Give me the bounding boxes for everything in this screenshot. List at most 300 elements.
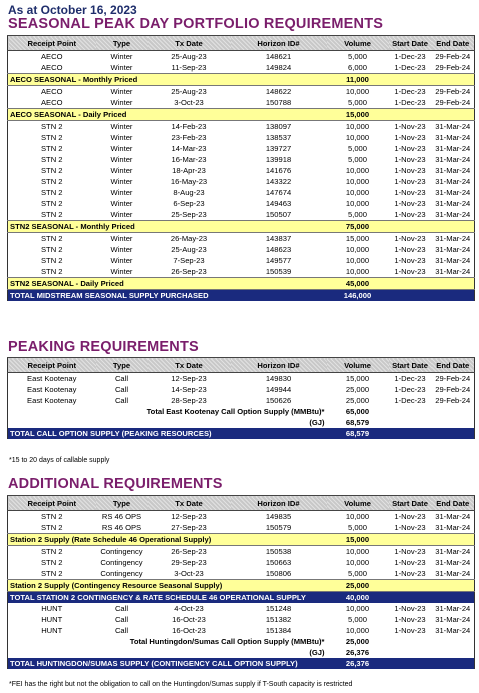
type-cell: Winter — [110, 98, 133, 107]
additional-title: ADDITIONAL REQUIREMENTS — [8, 476, 223, 492]
column-header: End Date — [432, 36, 475, 51]
horizon-id-cell: 149463 — [265, 199, 292, 208]
empty-cell — [432, 580, 475, 592]
total-label: TOTAL MIDSTREAM SEASONAL SUPPLY PURCHASED — [8, 290, 327, 302]
empty-cell — [389, 658, 432, 669]
total-volume: 68,579 — [327, 428, 389, 439]
start-date-cell: 1-Nov-23 — [394, 188, 426, 197]
type-cell: Contingency — [100, 547, 143, 556]
tx-date-cell: 16-May-23 — [170, 177, 208, 186]
type-cell: Call — [114, 626, 129, 635]
volume-cell: 10,000 — [345, 512, 370, 521]
table-row — [8, 546, 475, 558]
tx-date-cell: 28-Sep-23 — [171, 396, 207, 405]
table-row — [8, 51, 475, 63]
horizon-id-cell: 149577 — [265, 256, 292, 265]
subtotal-label: Station 2 Supply (Contingency Resource Seasonal Supply) — [8, 580, 327, 592]
end-date-cell: 31-Mar-24 — [435, 615, 471, 624]
end-date-cell: 31-Mar-24 — [435, 569, 471, 578]
table-row — [8, 384, 475, 395]
empty-cell — [432, 417, 475, 428]
horizon-id-cell: 149835 — [265, 512, 292, 521]
column-header: Volume — [327, 358, 389, 373]
tx-date-cell: 12-Sep-23 — [171, 512, 207, 521]
start-date-cell: 1-Dec-23 — [394, 98, 426, 107]
receipt-point-cell: STN 2 — [40, 245, 63, 254]
empty-cell — [432, 636, 475, 647]
column-header: Horizon ID# — [231, 358, 327, 373]
column-header: Start Date — [389, 496, 432, 511]
end-date-cell: 29-Feb-24 — [435, 396, 471, 405]
column-header-row — [8, 358, 475, 373]
receipt-point-cell: HUNT — [41, 626, 63, 635]
start-date-cell: 1-Nov-23 — [394, 523, 426, 532]
tx-date-cell: 7-Sep-23 — [173, 256, 205, 265]
start-date-cell: 1-Dec-23 — [394, 52, 426, 61]
horizon-id-cell: 138097 — [265, 122, 292, 131]
receipt-point-cell: STN 2 — [40, 122, 63, 131]
receipt-point-cell: STN 2 — [40, 558, 63, 567]
subtotal-label: Station 2 Supply (Rate Schedule 46 Operational Supply) — [8, 534, 327, 546]
type-cell: Winter — [110, 122, 133, 131]
type-cell: RS 46 OPS — [101, 512, 142, 521]
end-date-cell: 31-Mar-24 — [435, 210, 471, 219]
table-row — [8, 522, 475, 534]
gj-row — [8, 406, 475, 417]
total-row — [8, 428, 475, 439]
subtotal-volume: 45,000 — [327, 278, 389, 290]
table-row — [8, 97, 475, 109]
empty-cell — [389, 636, 432, 647]
start-date-cell: 1-Nov-23 — [394, 626, 426, 635]
start-date-cell: 1-Nov-23 — [394, 122, 426, 131]
start-date-cell: 1-Nov-23 — [394, 166, 426, 175]
column-header: Receipt Point — [8, 358, 96, 373]
total-volume: 26,376 — [327, 658, 389, 669]
receipt-point-cell: STN 2 — [40, 256, 63, 265]
receipt-point-cell: STN 2 — [40, 512, 63, 521]
start-date-cell: 1-Nov-23 — [394, 558, 426, 567]
tx-date-cell: 12-Sep-23 — [171, 374, 207, 383]
receipt-point-cell: AECO — [40, 87, 63, 96]
receipt-point-cell: STN 2 — [40, 199, 63, 208]
empty-cell — [432, 109, 475, 121]
table-row — [8, 255, 475, 266]
subtotal-label: STN2 SEASONAL - Monthly Priced — [8, 221, 327, 233]
table-row — [8, 132, 475, 143]
subtotal-label: (GJ) — [309, 418, 325, 427]
column-header-row — [8, 36, 475, 51]
receipt-point-cell: STN 2 — [40, 177, 63, 186]
start-date-cell: 1-Nov-23 — [394, 133, 426, 142]
empty-cell — [432, 406, 475, 417]
subtotal-row — [8, 109, 475, 121]
type-cell: Winter — [110, 234, 133, 243]
subtotal-volume: 65,000 — [345, 407, 370, 416]
empty-cell — [432, 658, 475, 669]
subtotal-row — [8, 534, 475, 546]
type-cell: Winter — [110, 87, 133, 96]
receipt-point-cell: HUNT — [41, 604, 63, 613]
table-row — [8, 614, 475, 625]
empty-cell — [432, 647, 475, 658]
column-header: Volume — [327, 496, 389, 511]
volume-cell: 10,000 — [345, 547, 370, 556]
horizon-id-cell: 151248 — [265, 604, 292, 613]
column-header: Tx Date — [148, 358, 231, 373]
empty-cell — [432, 221, 475, 233]
volume-cell: 25,000 — [345, 396, 370, 405]
tx-date-cell: 26-May-23 — [170, 234, 208, 243]
volume-cell: 15,000 — [345, 374, 370, 383]
start-date-cell: 1-Nov-23 — [394, 155, 426, 164]
additional-note: *FEI has the right but not the obligation to call on the Huntingdon/Sumas supply if T-South capacity is restricted — [9, 681, 353, 688]
start-date-cell: 1-Nov-23 — [394, 245, 426, 254]
type-cell: Winter — [110, 133, 133, 142]
horizon-id-cell: 149830 — [265, 374, 292, 383]
total-label: TOTAL CALL OPTION SUPPLY (PEAKING RESOURCES) — [8, 428, 327, 439]
end-date-cell: 31-Mar-24 — [435, 523, 471, 532]
volume-cell: 10,000 — [345, 626, 370, 635]
end-date-cell: 31-Mar-24 — [435, 512, 471, 521]
volume-cell: 10,000 — [345, 122, 370, 131]
subtotal-volume: 25,000 — [345, 637, 370, 646]
total-row — [8, 658, 475, 669]
end-date-cell: 31-Mar-24 — [435, 199, 471, 208]
seasonal-title: SEASONAL PEAK DAY PORTFOLIO REQUIREMENTS — [8, 16, 384, 32]
column-header: Horizon ID# — [231, 36, 327, 51]
receipt-point-cell: AECO — [40, 98, 63, 107]
horizon-id-cell: 149944 — [265, 385, 292, 394]
receipt-point-cell: STN 2 — [40, 210, 63, 219]
tx-date-cell: 18-Apr-23 — [172, 166, 206, 175]
end-date-cell: 31-Mar-24 — [435, 604, 471, 613]
start-date-cell: 1-Nov-23 — [394, 604, 426, 613]
column-header: Start Date — [389, 36, 432, 51]
table-row — [8, 395, 475, 406]
peaking-title: PEAKING REQUIREMENTS — [8, 339, 199, 355]
volume-cell: 5,000 — [347, 523, 367, 532]
tx-date-cell: 3-Oct-23 — [174, 569, 204, 578]
table-row — [8, 121, 475, 133]
end-date-cell: 29-Feb-24 — [435, 374, 471, 383]
subtotal-volume: 15,000 — [327, 534, 389, 546]
volume-cell: 10,000 — [345, 177, 370, 186]
end-date-cell: 31-Mar-24 — [435, 256, 471, 265]
receipt-point-cell: STN 2 — [40, 267, 63, 276]
subtotal-label: AECO SEASONAL - Monthly Priced — [8, 74, 327, 86]
start-date-cell: 1-Dec-23 — [394, 63, 426, 72]
start-date-cell: 1-Dec-23 — [394, 385, 426, 394]
total-row — [8, 290, 475, 302]
type-cell: Call — [114, 385, 129, 394]
tx-date-cell: 16-Oct-23 — [172, 626, 206, 635]
type-cell: Winter — [110, 245, 133, 254]
end-date-cell: 31-Mar-24 — [435, 144, 471, 153]
table-row — [8, 143, 475, 154]
tx-date-cell: 29-Sep-23 — [171, 558, 207, 567]
volume-cell: 10,000 — [345, 256, 370, 265]
table-row — [8, 154, 475, 165]
end-date-cell: 29-Feb-24 — [435, 52, 471, 61]
horizon-id-cell: 148623 — [265, 245, 292, 254]
column-header: Type — [96, 36, 148, 51]
empty-cell — [432, 74, 475, 86]
table-row — [8, 557, 475, 568]
volume-cell: 5,000 — [347, 98, 367, 107]
volume-cell: 15,000 — [345, 234, 370, 243]
column-header: Horizon ID# — [231, 496, 327, 511]
receipt-point-cell: AECO — [40, 63, 63, 72]
peaking-note: *15 to 20 days of callable supply — [9, 457, 110, 464]
end-date-cell: 31-Mar-24 — [435, 558, 471, 567]
horizon-id-cell: 150538 — [265, 547, 292, 556]
end-date-cell: 29-Feb-24 — [435, 98, 471, 107]
total-row — [8, 592, 475, 604]
volume-cell: 5,000 — [347, 210, 367, 219]
empty-cell — [389, 592, 432, 604]
horizon-id-cell: 139918 — [265, 155, 292, 164]
tx-date-cell: 3-Oct-23 — [174, 98, 204, 107]
receipt-point-cell: STN 2 — [40, 234, 63, 243]
subtotal-row — [8, 221, 475, 233]
end-date-cell: 31-Mar-24 — [435, 177, 471, 186]
tx-date-cell: 8-Aug-23 — [173, 188, 205, 197]
volume-cell: 6,000 — [347, 63, 367, 72]
as-at-date: As at October 16, 2023 — [8, 3, 137, 17]
horizon-id-cell: 150663 — [265, 558, 292, 567]
horizon-id-cell: 151384 — [265, 626, 292, 635]
table-row — [8, 233, 475, 245]
type-cell: Call — [114, 615, 129, 624]
subtotal-row — [8, 580, 475, 592]
volume-cell: 5,000 — [347, 52, 367, 61]
table-row — [8, 244, 475, 255]
total-label: TOTAL HUNTINGDON/SUMAS SUPPLY (CONTINGENCY CALL OPTION SUPPLY) — [8, 658, 327, 669]
horizon-id-cell: 147674 — [265, 188, 292, 197]
gj-row — [8, 647, 475, 658]
empty-cell — [389, 534, 432, 546]
empty-cell — [432, 428, 475, 439]
tx-date-cell: 4-Oct-23 — [174, 604, 204, 613]
start-date-cell: 1-Nov-23 — [394, 199, 426, 208]
empty-cell — [389, 221, 432, 233]
column-header: Type — [96, 358, 148, 373]
end-date-cell: 31-Mar-24 — [435, 166, 471, 175]
end-date-cell: 31-Mar-24 — [435, 626, 471, 635]
type-cell: Call — [114, 604, 129, 613]
start-date-cell: 1-Nov-23 — [394, 267, 426, 276]
receipt-point-cell: East Kootenay — [27, 385, 77, 394]
tx-date-cell: 14-Mar-23 — [171, 144, 207, 153]
total-volume: 146,000 — [327, 290, 389, 302]
type-cell: Winter — [110, 155, 133, 164]
total-volume: 40,000 — [327, 592, 389, 604]
volume-cell: 10,000 — [345, 87, 370, 96]
table-row — [8, 373, 475, 385]
volume-cell: 10,000 — [345, 558, 370, 567]
subtotal-volume: 15,000 — [327, 109, 389, 121]
subtotal-row — [8, 74, 475, 86]
tx-date-cell: 6-Sep-23 — [173, 199, 205, 208]
subtotal-label: Total East Kootenay Call Option Supply (MMBtu)* — [146, 407, 325, 416]
horizon-id-cell: 138537 — [265, 133, 292, 142]
column-header: Volume — [327, 36, 389, 51]
type-cell: Winter — [110, 177, 133, 186]
end-date-cell: 31-Mar-24 — [435, 188, 471, 197]
receipt-point-cell: STN 2 — [40, 523, 63, 532]
table-row — [8, 266, 475, 278]
column-header: Type — [96, 496, 148, 511]
table-row — [8, 165, 475, 176]
horizon-id-cell: 150539 — [265, 267, 292, 276]
end-date-cell: 29-Feb-24 — [435, 87, 471, 96]
tx-date-cell: 25-Sep-23 — [171, 210, 207, 219]
horizon-id-cell: 148622 — [265, 87, 292, 96]
volume-cell: 5,000 — [347, 569, 367, 578]
subtotal-row — [8, 278, 475, 290]
type-cell: Winter — [110, 144, 133, 153]
start-date-cell: 1-Nov-23 — [394, 210, 426, 219]
end-date-cell: 31-Mar-24 — [435, 234, 471, 243]
empty-cell — [389, 290, 432, 302]
gj-row — [8, 636, 475, 647]
tx-date-cell: 14-Sep-23 — [171, 385, 207, 394]
volume-cell: 10,000 — [345, 604, 370, 613]
additional-table — [7, 495, 475, 669]
type-cell: Call — [114, 396, 129, 405]
empty-cell — [432, 290, 475, 302]
tx-date-cell: 14-Feb-23 — [171, 122, 207, 131]
end-date-cell: 29-Feb-24 — [435, 63, 471, 72]
empty-cell — [432, 534, 475, 546]
receipt-point-cell: STN 2 — [40, 155, 63, 164]
receipt-point-cell: STN 2 — [40, 144, 63, 153]
tx-date-cell: 16-Mar-23 — [171, 155, 207, 164]
gj-row — [8, 417, 475, 428]
table-row — [8, 187, 475, 198]
type-cell: RS 46 OPS — [101, 523, 142, 532]
horizon-id-cell: 143837 — [265, 234, 292, 243]
table-row — [8, 176, 475, 187]
volume-cell: 10,000 — [345, 267, 370, 276]
type-cell: Winter — [110, 199, 133, 208]
end-date-cell: 31-Mar-24 — [435, 547, 471, 556]
horizon-id-cell: 151382 — [265, 615, 292, 624]
type-cell: Contingency — [100, 569, 143, 578]
volume-cell: 10,000 — [345, 245, 370, 254]
volume-cell: 5,000 — [347, 144, 367, 153]
horizon-id-cell: 149824 — [265, 63, 292, 72]
column-header: Receipt Point — [8, 496, 96, 511]
column-header: End Date — [432, 496, 475, 511]
end-date-cell: 31-Mar-24 — [435, 245, 471, 254]
start-date-cell: 1-Dec-23 — [394, 374, 426, 383]
type-cell: Winter — [110, 63, 133, 72]
start-date-cell: 1-Nov-23 — [394, 512, 426, 521]
start-date-cell: 1-Nov-23 — [394, 615, 426, 624]
empty-cell — [432, 278, 475, 290]
total-label: TOTAL STATION 2 CONTINGENCY & RATE SCHEDULE 46 OPERATIONAL SUPPLY — [8, 592, 327, 604]
seasonal-tbody — [8, 36, 475, 302]
column-header: Tx Date — [148, 496, 231, 511]
type-cell: Winter — [110, 267, 133, 276]
end-date-cell: 31-Mar-24 — [435, 267, 471, 276]
table-row — [8, 86, 475, 98]
table-row — [8, 625, 475, 636]
end-date-cell: 31-Mar-24 — [435, 133, 471, 142]
table-row — [8, 209, 475, 221]
volume-cell: 5,000 — [347, 155, 367, 164]
receipt-point-cell: HUNT — [41, 615, 63, 624]
volume-cell: 25,000 — [345, 385, 370, 394]
tx-date-cell: 26-Sep-23 — [171, 267, 207, 276]
table-row — [8, 603, 475, 614]
type-cell: Winter — [110, 166, 133, 175]
horizon-id-cell: 150806 — [265, 569, 292, 578]
peaking-table — [7, 357, 475, 439]
empty-cell — [389, 74, 432, 86]
subtotal-label: Total Huntingdon/Sumas Call Option Supply (MMBtu)* — [129, 637, 325, 646]
subtotal-label: STN2 SEASONAL - Daily Priced — [8, 278, 327, 290]
table-row — [8, 511, 475, 523]
column-header: Receipt Point — [8, 36, 96, 51]
empty-cell — [432, 592, 475, 604]
start-date-cell: 1-Nov-23 — [394, 569, 426, 578]
volume-cell: 10,000 — [345, 133, 370, 142]
receipt-point-cell: STN 2 — [40, 188, 63, 197]
table-row — [8, 198, 475, 209]
end-date-cell: 31-Mar-24 — [435, 122, 471, 131]
volume-cell: 10,000 — [345, 188, 370, 197]
column-header: Tx Date — [148, 36, 231, 51]
receipt-point-cell: East Kootenay — [27, 396, 77, 405]
subtotal-volume: 75,000 — [327, 221, 389, 233]
column-header-row — [8, 496, 475, 511]
type-cell: Winter — [110, 188, 133, 197]
tx-date-cell: 25-Aug-23 — [171, 52, 207, 61]
horizon-id-cell: 143322 — [265, 177, 292, 186]
tx-date-cell: 25-Aug-23 — [171, 87, 207, 96]
volume-cell: 10,000 — [345, 166, 370, 175]
type-cell: Winter — [110, 52, 133, 61]
horizon-id-cell: 150507 — [265, 210, 292, 219]
subtotal-label: (GJ) — [309, 648, 325, 657]
volume-cell: 5,000 — [347, 615, 367, 624]
start-date-cell: 1-Nov-23 — [394, 144, 426, 153]
table-row — [8, 62, 475, 74]
subtotal-volume: 11,000 — [327, 74, 389, 86]
empty-cell — [389, 647, 432, 658]
type-cell: Call — [114, 374, 129, 383]
horizon-id-cell: 141676 — [265, 166, 292, 175]
type-cell: Contingency — [100, 558, 143, 567]
start-date-cell: 1-Nov-23 — [394, 547, 426, 556]
horizon-id-cell: 150579 — [265, 523, 292, 532]
column-header: End Date — [432, 358, 475, 373]
type-cell: Winter — [110, 210, 133, 219]
tx-date-cell: 11-Sep-23 — [171, 63, 207, 72]
tx-date-cell: 23-Feb-23 — [171, 133, 207, 142]
volume-cell: 10,000 — [345, 199, 370, 208]
receipt-point-cell: STN 2 — [40, 166, 63, 175]
subtotal-volume: 26,376 — [345, 648, 370, 657]
end-date-cell: 31-Mar-24 — [435, 155, 471, 164]
subtotal-volume: 68,579 — [345, 418, 370, 427]
end-date-cell: 29-Feb-24 — [435, 385, 471, 394]
start-date-cell: 1-Nov-23 — [394, 256, 426, 265]
empty-cell — [389, 417, 432, 428]
